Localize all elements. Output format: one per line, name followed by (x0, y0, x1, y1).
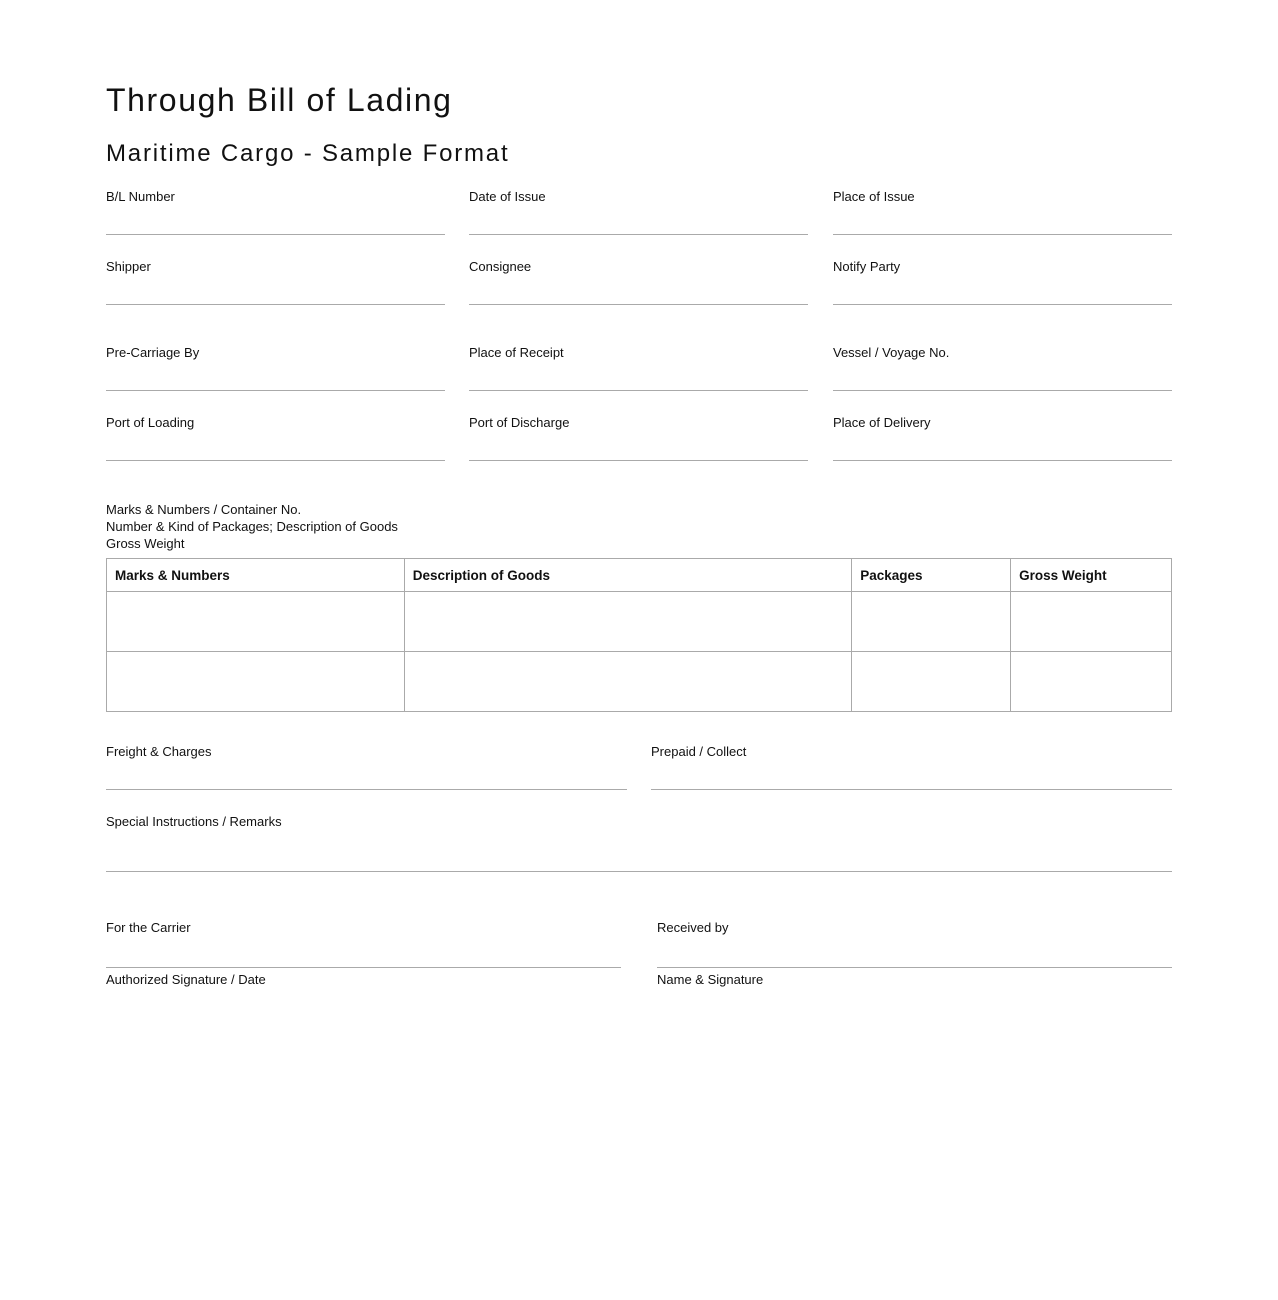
table-row (107, 652, 1172, 712)
prepaid-field[interactable] (651, 789, 1172, 790)
field-input-line[interactable] (469, 234, 808, 235)
field-label: Notify Party (833, 259, 901, 274)
carrier-signature-line[interactable] (106, 967, 621, 968)
table-header-row (107, 559, 1172, 592)
receiver-signature-line[interactable] (657, 967, 1172, 968)
carrier-label: For the Carrier (106, 920, 191, 935)
header-marks: Marks & Numbers (107, 559, 405, 592)
remarks-field[interactable] (106, 871, 1172, 872)
prepaid-label: Prepaid / Collect (651, 744, 747, 759)
receiver-label: Received by (657, 920, 729, 935)
caption-line: Number & Kind of Packages; Description of Goods (106, 519, 398, 534)
field-label: Place of Delivery (833, 415, 931, 430)
cell[interactable] (1011, 592, 1172, 652)
field-input-line[interactable] (469, 390, 808, 391)
cell[interactable] (107, 592, 405, 652)
field-label: Date of Issue (469, 189, 546, 204)
cell[interactable] (404, 592, 852, 652)
freight-field[interactable] (106, 789, 627, 790)
field-label: Place of Issue (833, 189, 915, 204)
field-label: Port of Discharge (469, 415, 570, 430)
caption-line: Gross Weight (106, 536, 185, 551)
freight-label: Freight & Charges (106, 744, 212, 759)
field-input-line[interactable] (833, 304, 1172, 305)
field-label: B/L Number (106, 189, 175, 204)
receiver-caption: Name & Signature (657, 972, 764, 987)
field-label: Pre-Carriage By (106, 345, 200, 360)
cell[interactable] (107, 652, 405, 712)
field-label: Shipper (106, 259, 151, 274)
field-label: Port of Loading (106, 415, 195, 430)
field-input-line[interactable] (106, 390, 445, 391)
header-description: Description of Goods (404, 559, 852, 592)
goods-table (106, 558, 1172, 712)
field-input-line[interactable] (106, 234, 445, 235)
cell[interactable] (852, 592, 1011, 652)
field-input-line[interactable] (833, 234, 1172, 235)
remarks-label: Special Instructions / Remarks (106, 814, 282, 829)
field-input-line[interactable] (833, 460, 1172, 461)
field-input-line[interactable] (469, 460, 808, 461)
header-packages: Packages (852, 559, 1011, 592)
carrier-caption: Authorized Signature / Date (106, 972, 266, 987)
cell[interactable] (1011, 652, 1172, 712)
field-input-line[interactable] (106, 460, 445, 461)
field-label: Consignee (469, 259, 532, 274)
document-subtitle: Maritime Cargo - Sample Format (106, 140, 510, 167)
table-row (107, 592, 1172, 652)
field-input-line[interactable] (106, 304, 445, 305)
goods-caption (106, 501, 398, 552)
cell[interactable] (404, 652, 852, 712)
header-gross-weight: Gross Weight (1011, 559, 1172, 592)
cell[interactable] (852, 652, 1011, 712)
field-input-line[interactable] (469, 304, 808, 305)
field-input-line[interactable] (833, 390, 1172, 391)
document-title: Through Bill of Lading (106, 82, 453, 118)
caption-line: Marks & Numbers / Container No. (106, 502, 302, 517)
field-label: Place of Receipt (469, 345, 564, 360)
field-label: Vessel / Voyage No. (833, 345, 950, 360)
